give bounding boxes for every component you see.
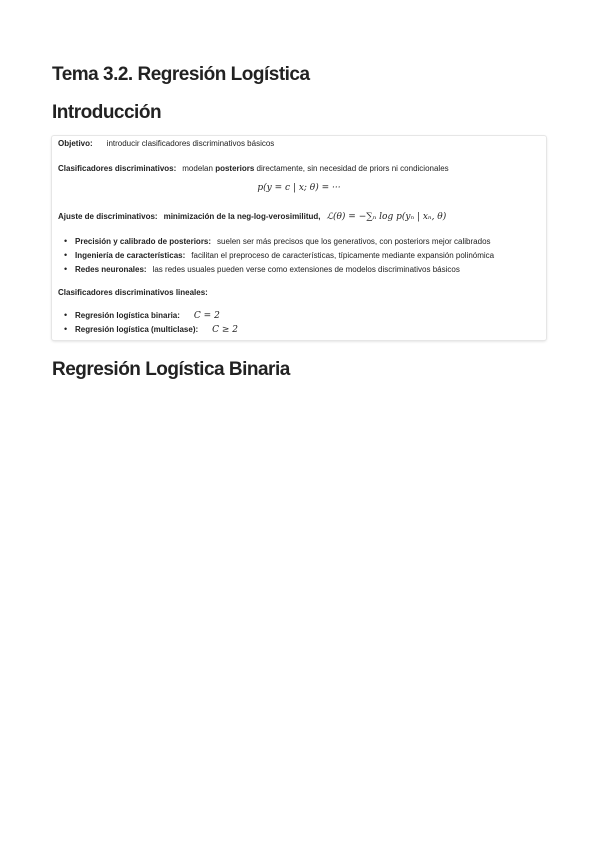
ajuste-line (58, 212, 446, 222)
lineales-heading: Clasificadores discriminativos lineales: (58, 288, 208, 297)
bullet-text: suelen ser más precisos que los generativos, con posteriors mejor calibrados (217, 237, 491, 246)
objetivo-label: Objetivo: (58, 139, 93, 148)
clasificadores-bold: posteriors (215, 164, 255, 173)
objetivo-text: introducir clasificadores discriminativos básicos (106, 139, 275, 148)
lineal-math: C ≥ 2 (212, 325, 239, 335)
posterior-formula: p(y = c | x; θ) = ··· (257, 183, 341, 193)
lineal-math: C = 2 (193, 311, 220, 321)
objetivo-line (58, 139, 274, 148)
list-item (64, 323, 238, 337)
intro-summary-box (52, 136, 546, 340)
clasificadores-text-2: directamente, sin necesidad de priors ni condicionales (254, 164, 449, 173)
ajuste-label: Ajuste de discriminativos: (58, 212, 158, 221)
lineal-label: Regresión logística (multiclase): (75, 325, 199, 334)
clasificadores-label: Clasificadores discriminativos: (58, 164, 177, 173)
list-item (64, 309, 238, 323)
nll-formula: ℒ(θ) = −∑ₙ log p(yₙ | xₙ, θ) (326, 212, 447, 222)
list-item (64, 263, 494, 277)
section-heading-introduccion: Introducción (52, 102, 162, 123)
section-heading-binaria: Regresión Logística Binaria (52, 359, 290, 380)
bullet-label: Redes neuronales: (75, 265, 147, 274)
page-title: Tema 3.2. Regresión Logística (52, 64, 310, 85)
bullet-label: Precisión y calibrado de posteriors: (75, 237, 212, 246)
clasificadores-line (58, 164, 449, 173)
ventajas-list (64, 235, 494, 277)
bullet-text: las redes usuales pueden verse como extensiones de modelos discriminativos básicos (152, 265, 460, 274)
list-item (64, 235, 494, 249)
ajuste-text: minimización de la neg-log-verosimilitud, (163, 212, 321, 221)
lineales-list (64, 309, 238, 337)
list-item (64, 249, 494, 263)
lineal-label: Regresión logística binaria: (75, 311, 180, 320)
bullet-text: facilitan el preproceso de características, típicamente mediante expansión polinómica (191, 251, 495, 260)
bullet-label: Ingeniería de características: (75, 251, 186, 260)
clasificadores-text-1: modelan (182, 164, 216, 173)
